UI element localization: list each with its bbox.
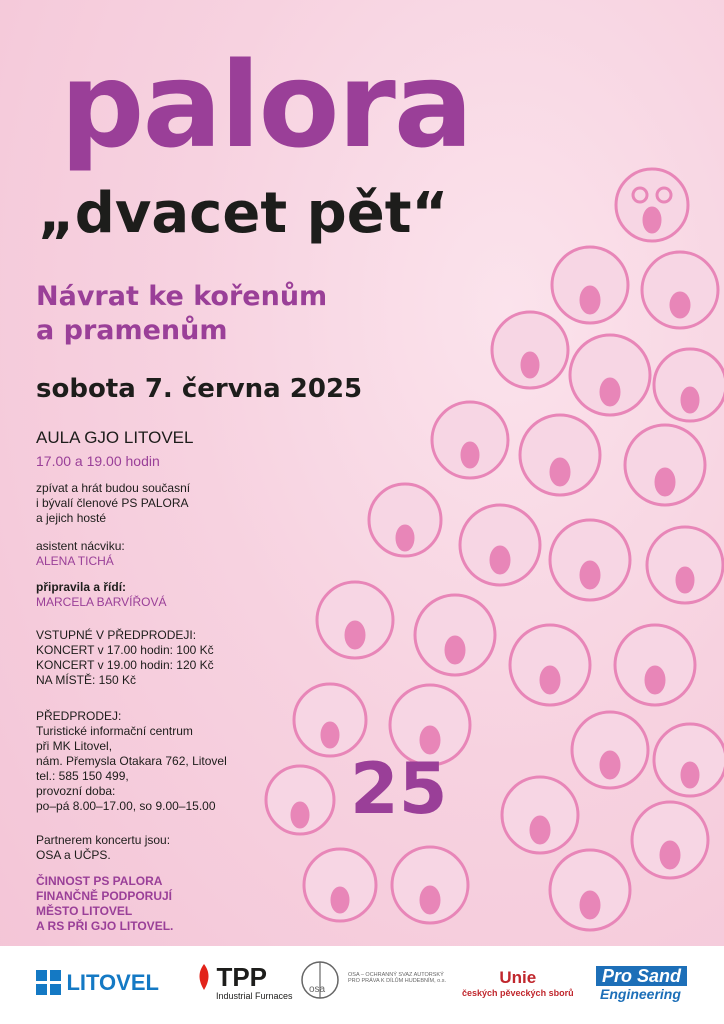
text-line: zpívat a hrát budou současní	[36, 481, 191, 495]
osa-text	[348, 972, 478, 984]
face-illustration	[642, 252, 718, 328]
osa-text-line: OSA – OCHRANNÝ SVAZ AUTORSKÝ	[348, 972, 444, 978]
text-line: KONCERT v 17.00 hodin: 100 Kč	[36, 643, 214, 657]
prosand-text: Pro Sand	[596, 966, 687, 986]
text-line: NA MÍSTĚ: 150 Kč	[36, 673, 137, 687]
director-label: připravila a řídí:	[36, 580, 127, 594]
event-times: 17.00 a 19.00 hodin	[36, 453, 160, 469]
face-illustration	[572, 712, 648, 788]
face-illustration	[415, 595, 495, 675]
performers-text	[36, 481, 190, 526]
face-illustration	[317, 582, 393, 658]
tagline-line: Návrat ke kořenům	[36, 281, 328, 312]
face-illustration	[304, 849, 376, 921]
face-illustration	[550, 520, 630, 600]
anniversary-number: 25	[350, 748, 448, 830]
unie-logo	[462, 968, 574, 998]
text-line: VSTUPNÉ V PŘEDPRODEJI:	[36, 628, 197, 642]
page-title: palora	[60, 36, 472, 174]
face-illustration	[654, 349, 724, 421]
face-illustration	[392, 847, 468, 923]
text-line: provozní doba:	[36, 784, 116, 798]
face-illustration	[369, 484, 441, 556]
unie-subtext: českých pěveckých sborů	[462, 988, 574, 998]
text-line: i bývalí členové PS PALORA	[36, 496, 189, 510]
osa-logo	[300, 960, 447, 1000]
text-line: KONCERT v 19.00 hodin: 120 Kč	[36, 658, 214, 672]
sponsor-footer	[0, 946, 724, 1024]
text-line: nám. Přemysla Otakara 762, Litovel	[36, 754, 227, 768]
litovel-emblem-icon	[36, 970, 62, 996]
text-line: a jejich hosté	[36, 511, 107, 525]
text-line: ČINNOST PS PALORA	[36, 874, 163, 888]
partners-info	[36, 833, 170, 863]
text-line: po–pá 8.00–17.00, so 9.00–15.00	[36, 799, 216, 813]
tpp-subtext: Industrial Furnaces	[216, 991, 293, 1001]
assistant-info	[36, 539, 125, 569]
face-illustration	[570, 335, 650, 415]
text-line: MĚSTO LITOVEL	[36, 904, 133, 918]
osa-text-line: PRO PRÁVA K DÍLŮM HUDEBNÍM, o.s.	[348, 978, 447, 984]
presale-info	[36, 709, 227, 814]
osa-mark-text: osa	[309, 984, 326, 995]
face-illustration	[294, 684, 366, 756]
face-illustration	[432, 402, 508, 478]
subtitle: „dvacet pět“	[38, 181, 449, 246]
text-line: Partnerem koncertu jsou:	[36, 833, 171, 847]
text-line: tel.: 585 150 499,	[36, 769, 129, 783]
face-illustration	[647, 527, 723, 603]
text-line: OSA a UČPS.	[36, 848, 111, 862]
assistant-name: ALENA TICHÁ	[36, 554, 114, 568]
litovel-text: LITOVEL	[66, 970, 159, 995]
event-date: sobota 7. června 2025	[36, 374, 363, 404]
text-line: A RS PŘI GJO LITOVEL.	[36, 919, 174, 933]
assistant-label: asistent nácviku:	[36, 539, 125, 553]
face-illustration	[632, 802, 708, 878]
face-illustration	[510, 625, 590, 705]
face-illustration	[552, 247, 628, 323]
unie-text: Unie	[499, 968, 537, 987]
text-line: FINANČNĚ PODPORUJÍ	[36, 889, 173, 903]
face-illustration	[460, 505, 540, 585]
face-illustration	[266, 766, 334, 834]
tpp-logo	[196, 962, 293, 1001]
face-illustration	[654, 724, 724, 796]
ticket-prices	[36, 628, 214, 688]
prosand-logo	[596, 966, 687, 1002]
face-illustration	[550, 850, 630, 930]
face-illustration	[625, 425, 705, 505]
text-line: PŘEDPRODEJ:	[36, 709, 122, 723]
tpp-text: TPP	[216, 962, 268, 992]
face-illustration	[502, 777, 578, 853]
text-line: Turistické informační centrum	[36, 724, 193, 738]
prosand-subtext: Engineering	[600, 986, 681, 1002]
director-info	[36, 580, 167, 610]
tagline-line: a pramenům	[36, 315, 228, 346]
support-info	[36, 874, 173, 934]
face-illustration	[520, 415, 600, 495]
face-illustration	[492, 312, 568, 388]
venue: AULA GJO LITOVEL	[36, 428, 194, 447]
face-illustration	[615, 625, 695, 705]
face-illustration	[616, 169, 688, 241]
litovel-logo	[36, 970, 159, 996]
director-name: MARCELA BARVÍŘOVÁ	[36, 595, 167, 609]
flame-icon	[196, 962, 212, 992]
text-line: při MK Litovel,	[36, 739, 113, 753]
tagline	[36, 280, 327, 348]
